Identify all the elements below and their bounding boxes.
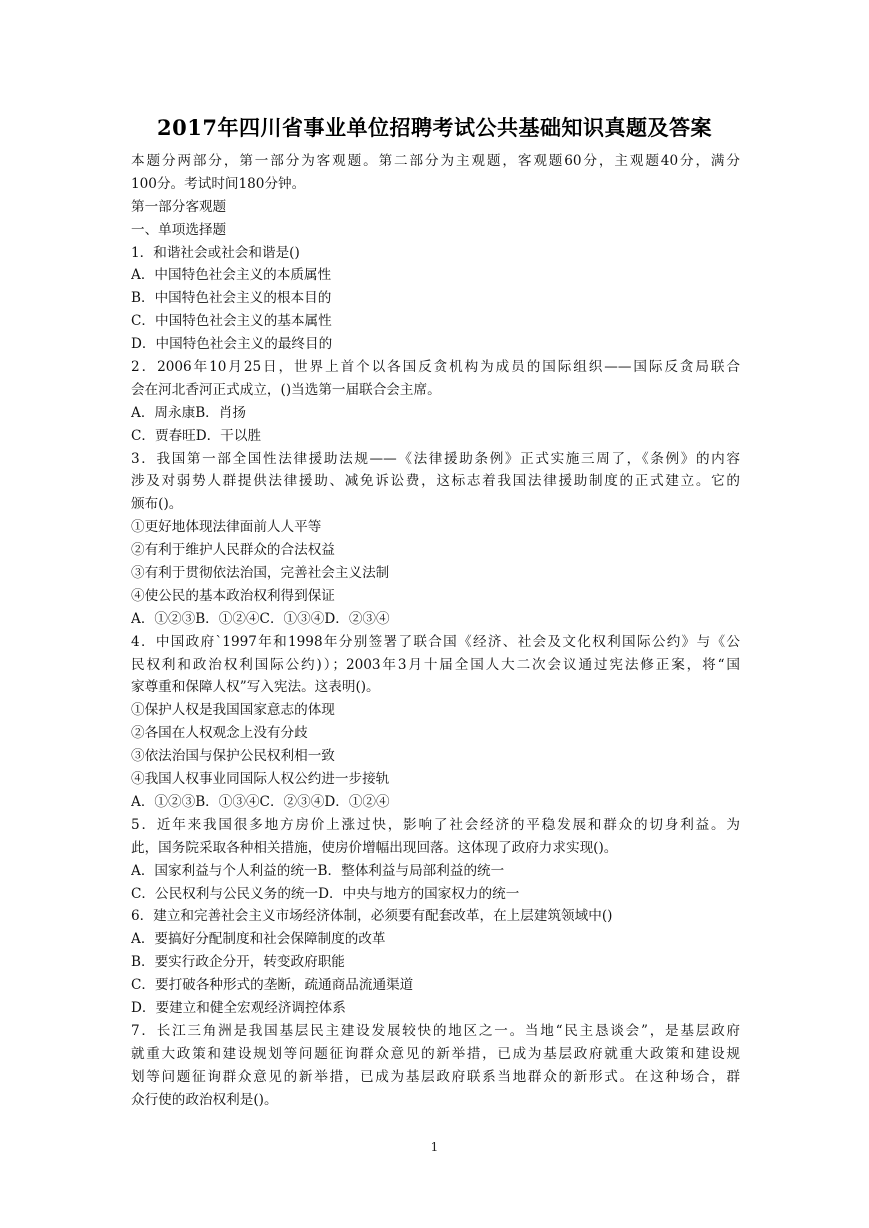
text-line: A．要搞好分配制度和社会保障制度的改革 <box>131 931 386 948</box>
text-line: ②有利于维护人民群众的合法权益 <box>131 542 335 559</box>
text-line: C．贾春旺D．干以胜 <box>131 427 262 444</box>
text-line: 1．和谐社会或社会和谐是() <box>131 244 300 261</box>
document-title: 2017年四川省事业单位招聘考试公共基础知识真题及答案 <box>157 115 712 140</box>
text-line: D．中国特色社会主义的最终目的 <box>131 336 333 353</box>
text-line: 5．近年来我国很多地方房价上涨过快，影响了社会经济的平稳发展和群众的切身利益。为 <box>131 816 740 833</box>
text-line: 6．建立和完善社会主义市场经济体制，必须要有配套改革，在上层建筑领域中() <box>131 908 613 925</box>
document-body <box>131 150 740 1111</box>
text-line: A．周永康B．肖扬 <box>131 404 246 421</box>
text-line: 会在河北香河正式成立，()当选第一届联合会主席。 <box>131 381 441 398</box>
text-line: ①更好地体现法律面前人人平等 <box>131 519 322 536</box>
page-number: 1 <box>430 1140 439 1154</box>
text-line: A．中国特色社会主义的本质属性 <box>131 267 332 284</box>
text-line: B．中国特色社会主义的根本目的 <box>131 290 332 307</box>
text-line: 此，国务院采取各种相关措施，使房价增幅出现回落。这体现了政府力求实现()。 <box>131 839 618 856</box>
text-line: C．公民权利与公民义务的统一D．中央与地方的国家权力的统一 <box>131 885 520 902</box>
text-line: 第一部分客观题 <box>131 198 227 215</box>
text-line: 颁布()。 <box>131 496 183 513</box>
text-line: A．国家利益与个人利益的统一B．整体利益与局部利益的统一 <box>131 862 505 879</box>
text-line: 100分。考试时间180分钟。 <box>131 175 306 192</box>
text-line: D．要建立和健全宏观经济调控体系 <box>131 999 346 1016</box>
text-line: ③依法治国与保护公民权利相一致 <box>131 748 335 765</box>
text-line: A．①②③B．①③④C．②③④D．①②④ <box>131 793 390 810</box>
text-line: ④使公民的基本政治权利得到保证 <box>131 587 335 604</box>
text-line: 涉及对弱势人群提供法律援助、减免诉讼费，这标志着我国法律援助制度的正式建立。它的 <box>131 473 740 490</box>
text-line: 本题分两部分，第一部分为客观题。第二部分为主观题，客观题60分，主观题40分，满分 <box>131 153 740 169</box>
text-line: 就重大政策和建设规划等问题征询群众意见的新举措，已成为基层政府就重大政策和建设规 <box>131 1045 740 1062</box>
text-line: 4．中国政府`1997年和1998年分别签署了联合国《经济、社会及文化权利国际公约》与《公 <box>131 633 740 650</box>
text-line: ②各国在人权观念上没有分歧 <box>131 725 308 742</box>
text-line: 7．长江三角洲是我国基层民主建设发展较快的地区之一。当地“民主恳谈会”，是基层政府 <box>131 1022 740 1039</box>
text-line: 家尊重和保障人权”写入宪法。这表明()。 <box>131 679 380 696</box>
text-line: A．①②③B．①②④C．①③④D．②③④ <box>131 610 390 627</box>
text-line: ③有利于贯彻依法治国，完善社会主义法制 <box>131 565 390 582</box>
text-line: 3．我国第一部全国性法律援助法规——《法律援助条例》正式实施三周了，《条例》的内容 <box>131 450 740 467</box>
text-line: C．中国特色社会主义的基本属性 <box>131 313 332 330</box>
text-line: 民权利和政治权利国际公约)）；2003年3月十届全国人大二次会议通过宪法修正案，将“国 <box>131 656 740 673</box>
text-line: ①保护人权是我国国家意志的体现 <box>131 702 335 719</box>
text-line: C．要打破各种形式的垄断，疏通商品流通渠道 <box>131 977 414 994</box>
text-line: 众行使的政治权利是()。 <box>131 1091 278 1108</box>
text-line: B．要实行政企分开，转变政府职能 <box>131 954 345 971</box>
text-line: 一、单项选择题 <box>131 221 227 238</box>
text-line: 划等问题征询群众意见的新举措，已成为基层政府联系当地群众的新形式。在这种场合，群 <box>131 1068 740 1085</box>
text-line: ④我国人权事业同国际人权公约进一步接轨 <box>131 771 390 788</box>
text-line: 2．2006年10月25日，世界上首个以各国反贪机构为成员的国际组织——国际反贪局联合 <box>131 359 740 376</box>
